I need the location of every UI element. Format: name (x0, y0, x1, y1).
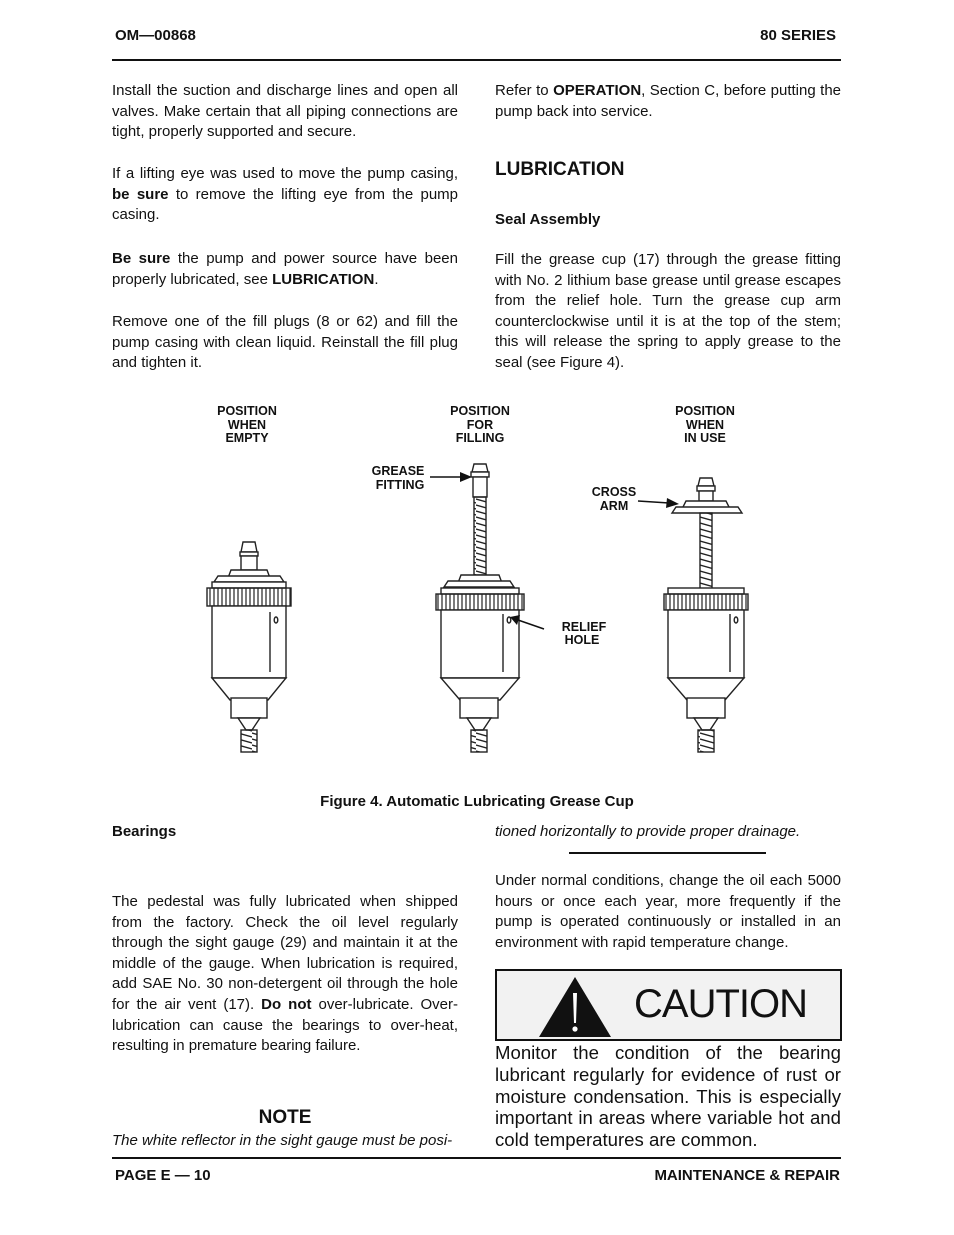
doc-number: OM—00868 (115, 27, 196, 44)
label-relief-hole-2: HOLE (564, 633, 600, 647)
lifting-eye-text-a: If a lifting eye was used to move the pump casing, (112, 165, 458, 182)
bearings-text-a: The pedestal was fully lubricated when shipped from the factory. Check the oil level regularly through the sight gauge (29) and maintain it at the middle of the gauge. When lubrication is required, add SAE No. 30 non-detergent oil through the hole for the air vent (17). (112, 893, 458, 1013)
label-in-use-1: POSITION (675, 404, 735, 418)
lifting-eye-bold: be sure (112, 185, 169, 203)
relief-hole-leader (518, 620, 544, 629)
label-in-use-2: WHEN (685, 418, 725, 432)
lubrication-ref: LUBRICATION (272, 270, 375, 288)
series-title: 80 SERIES (760, 27, 836, 44)
lifting-eye-text-b: to remove the lifting eye from the pump casing. (112, 185, 459, 224)
caution-word: CAUTION (634, 982, 807, 1026)
lubrication-heading: LUBRICATION (495, 159, 625, 180)
bearings-heading: Bearings (112, 823, 177, 840)
section-name: MAINTENANCE & REPAIR (654, 1167, 840, 1184)
seal-assembly-subheading: Seal Assembly (495, 211, 601, 228)
bearings-text-b: over-lubricate. Over-lubrication can cause the bearings to over-heat, resulting in premature bearing failure. (112, 995, 459, 1055)
seal-assembly-paragraph: Fill the grease cup (17) through the grease fitting with No. 2 lithium base grease until grease escapes from the relief hole. Turn the grease cup arm counterclockwise until it is at the top of the stem; this will release the spring to apply grease to the seal (see Figure 4). (495, 251, 841, 371)
label-empty-2: WHEN (227, 418, 267, 432)
grease-cup-in-use (664, 478, 748, 752)
label-relief-hole-1: RELIEF (561, 620, 607, 634)
label-empty-1: POSITION (217, 404, 277, 418)
bearings-bold: Do not (261, 995, 312, 1013)
bearings-paragraph (112, 892, 458, 1057)
note-end-rule (569, 852, 766, 854)
figure-caption: Figure 4. Automatic Lubricating Grease Cup (320, 793, 634, 810)
operation-ref: OPERATION (553, 82, 642, 99)
label-filling-3: FILLING (455, 431, 505, 445)
note-heading: NOTE (258, 1107, 312, 1128)
oil-change-paragraph: Under normal conditions, change the oil each 5000 hours or once each year, more frequently if the pump is operated continuously or installed in an environment with rapid temperature change. (495, 872, 841, 951)
label-grease-fitting-2: FITTING (375, 478, 425, 492)
lubricated-end: . (374, 270, 379, 288)
grease-cup-empty (207, 542, 291, 752)
grease-cup-filling (436, 464, 524, 752)
label-in-use-3: IN USE (684, 431, 726, 445)
refer-text-b: , Section C, before putting the pump back into service. (495, 82, 841, 120)
warning-triangle-icon (535, 973, 615, 1041)
label-empty-3: EMPTY (225, 431, 269, 445)
caution-banner (495, 969, 842, 1041)
label-filling-1: POSITION (450, 404, 510, 418)
note-text-end: tioned horizontally to provide proper drainage. (495, 823, 801, 840)
cross-arm-leader (638, 501, 669, 503)
label-filling-2: FOR (466, 418, 494, 432)
caution-text: Monitor the condition of the bearing lubricant regularly for evidence of rust or moisture condensation. This is especially important in areas where variable hot and cold temperatures are common. (495, 1042, 841, 1151)
page-number: PAGE E — 10 (115, 1167, 211, 1184)
lubricated-text: the pump and power source have been properly lubricated, see (112, 250, 458, 288)
note-text-start: The white reflector in the sight gauge must be posi- (112, 1132, 453, 1149)
refer-text-a: Refer to (495, 82, 549, 99)
label-cross-arm-2: ARM (599, 499, 629, 513)
footer-rule (112, 1157, 841, 1159)
fill-plugs-paragraph: Remove one of the fill plugs (8 or 62) and fill the pump casing with clean liquid. Reinstall the fill plug and tighten it. (112, 313, 458, 372)
label-grease-fitting-1: GREASE (371, 464, 425, 478)
label-cross-arm-1: CROSS (591, 485, 637, 499)
install-lines-paragraph: Install the suction and discharge lines and open all valves. Make certain that all piping connections are tight, properly supported and secure. (112, 82, 458, 141)
lubricated-bold: Be sure (112, 250, 171, 267)
